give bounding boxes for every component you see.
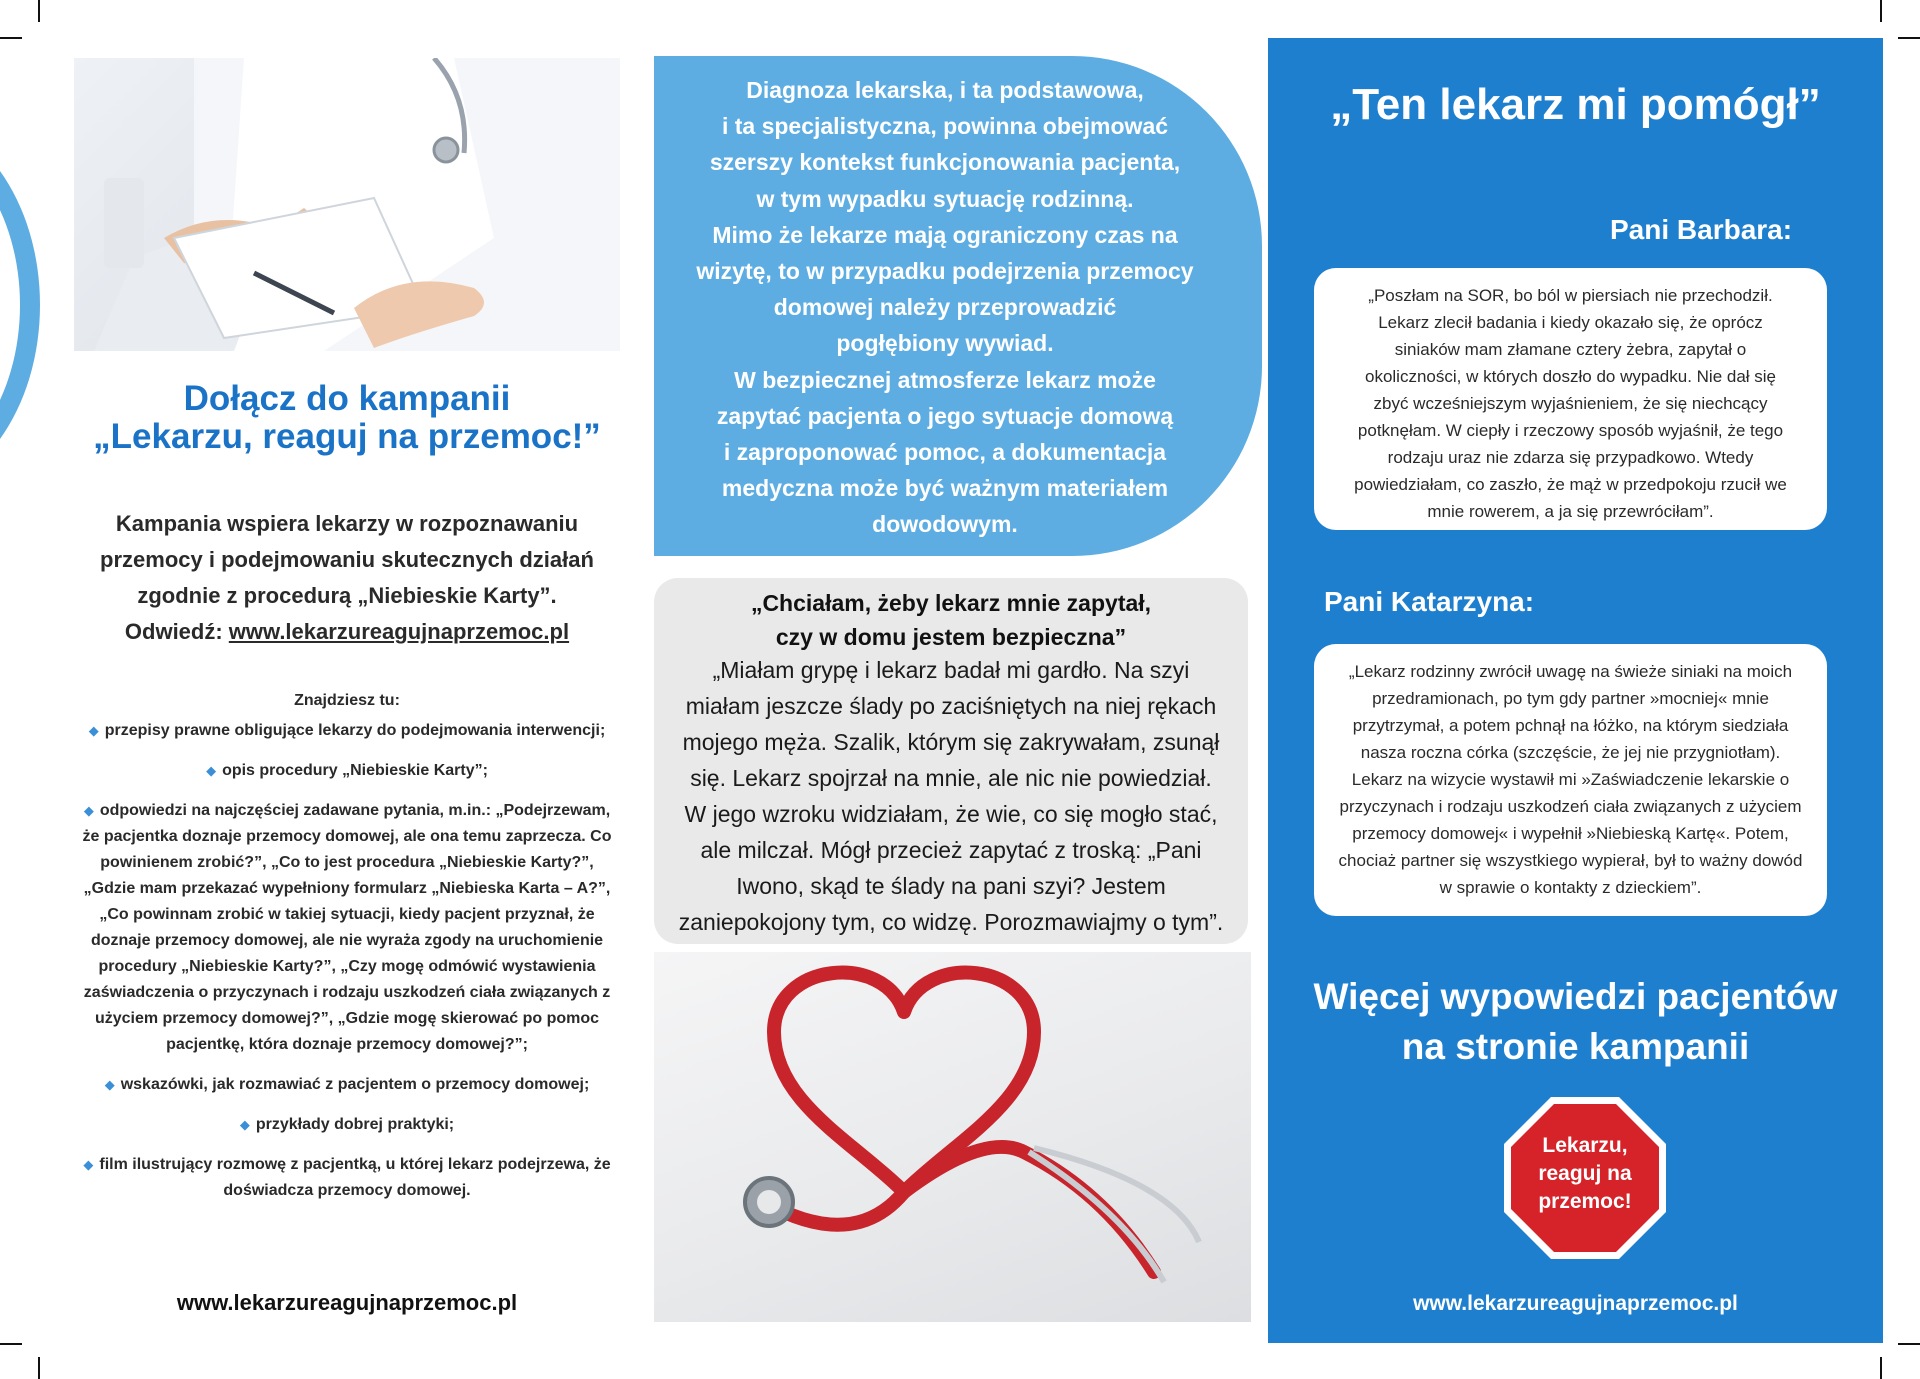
bubble-line: zapytać pacjenta o jego sytuacje domową	[716, 402, 1174, 429]
footer-link-left[interactable]: www.lekarzureagujnaprzemoc.pl	[176, 1290, 518, 1315]
crop-mark	[1898, 1343, 1920, 1345]
testimonial-line: chociaż partner się wszystkiego wypierał, był to ważny dowód	[1338, 851, 1803, 870]
intro-line: przemocy i podejmowaniu skutecznych działań	[100, 547, 594, 572]
testimonial-line: potknęłam. W ciepły i rzeczowy sposób wyjaśnił, że tego	[1357, 421, 1784, 440]
bubble-line: Diagnoza lekarska, i ta podstawowa,	[746, 77, 1144, 103]
testimonial-line: przemocy domowej« i wypełnił »Niebieską Kartę«. Potem,	[1352, 824, 1789, 843]
resources-list	[74, 688, 620, 1204]
testimonial-line: przedramionach, po tym gdy partner »mocniej« mnie	[1372, 689, 1769, 708]
bubble-line: domowej należy przeprowadzić	[773, 294, 1117, 321]
campaign-intro	[74, 506, 620, 650]
stop-line: przemoc!	[1538, 1190, 1632, 1213]
bubble-line: wizytę, to w przypadku podejrzenia przemocy	[696, 258, 1194, 285]
stop-sign-text	[1502, 1132, 1668, 1216]
testimonial-line: Lekarz zlecił badania i kiedy okazało się, że oprócz	[1378, 313, 1763, 332]
diamond-bullet-icon: ◆	[83, 803, 94, 818]
list-item-text: odpowiedzi na najczęściej zadawane pytania, m.in.: „Podejrzewam, że pacjentka doznaje przemocy domowej, ale ona temu zaprzecza. Co powinienem zrobić?”, „Co to jest procedura „Niebieskie Karty?”, „Gdzie mam przekazać wypełniony formularz „Niebieska Karta – A?”, „Co powinnam zrobić w takiej sytuacji, kiedy pacjent przyznał, że doznaje przemocy domowej, ale nie wyraża zgody na uruchomienie procedury „Niebieskie Karty?”, „Czy mogę odmówić wystawienia zaświadczenia o przyczynach i rodzaju uszkodzeń ciała związanych z użyciem przemocy domowej?”, „Gdzie mogę skierować po pomoc pacjentkę, która doznaje przemocy domowej?”;	[82, 802, 612, 1053]
crop-mark	[38, 1357, 40, 1379]
testimonial-card	[1314, 644, 1827, 916]
list-item-text: opis procedury „Niebieskie Karty”;	[222, 762, 488, 779]
testimonial-name: Pani Barbara:	[1610, 214, 1793, 245]
diamond-bullet-icon: ◆	[88, 723, 99, 738]
crop-mark	[1880, 1357, 1882, 1379]
crop-mark	[1898, 37, 1920, 39]
crop-mark	[0, 1343, 22, 1345]
stop-line: reaguj na	[1538, 1162, 1632, 1185]
testimonials-title: „Ten lekarz mi pomógł”	[1330, 80, 1821, 129]
list-item	[74, 758, 620, 784]
list-item	[74, 718, 620, 744]
testimonial-line: siniaków mam złamane cztery żebra, zapytał o	[1394, 340, 1747, 359]
stop-line: Lekarzu,	[1542, 1134, 1628, 1157]
quote-line: miałam jeszcze ślady po zaciśniętych na niej rękach	[685, 693, 1217, 719]
quote-line: Iwono, skąd te ślady na pani szyi? Jestem	[736, 873, 1166, 899]
stethoscope-heart-photo	[654, 952, 1251, 1322]
testimonial-line: nasza roczna córka (szczęście, że jej nie przygniotłam).	[1360, 743, 1781, 762]
footer-link-right[interactable]: www.lekarzureagujnaprzemoc.pl	[1413, 1292, 1738, 1315]
testimonial-line: mnie rowerem, a ja się przewróciłam”.	[1427, 502, 1714, 521]
bubble-line: Mimo że lekarze mają ograniczony czas na	[712, 221, 1178, 248]
diamond-bullet-icon: ◆	[239, 1117, 250, 1132]
bubble-line: w tym wypadku sytuację rodzinną.	[756, 185, 1134, 212]
bubble-line: pogłębiony wywiad.	[836, 330, 1054, 357]
bubble-line: i zaproponować pomoc, a dokumentacja	[723, 439, 1167, 466]
crop-mark	[0, 37, 22, 39]
bubble-line: W bezpiecznej atmosferze lekarz może	[734, 366, 1156, 393]
campaign-join-title	[74, 380, 620, 456]
diamond-bullet-icon: ◆	[83, 1157, 94, 1172]
testimonial-line: „Lekarz rodzinny zwrócił uwagę na świeże siniaki na moich	[1348, 662, 1793, 681]
testimonial-card	[1314, 268, 1827, 530]
bubble-line: i ta specjalistyczna, powinna obejmować	[721, 113, 1169, 140]
resources-heading: Znajdziesz tu:	[294, 692, 400, 709]
title-line: Dołącz do kampanii	[183, 379, 511, 418]
diamond-bullet-icon: ◆	[104, 1077, 115, 1092]
list-item	[74, 1152, 620, 1204]
testimonial-line: przyczynach i rodzaju uszkodzeń ciała związanych z użyciem	[1339, 797, 1802, 816]
list-item	[74, 1072, 620, 1098]
quote-line: W jego wzroku widziałam, że wie, co się mogło stać,	[684, 801, 1218, 827]
list-item-text: przepisy prawne obligujące lekarzy do podejmowania interwencji;	[104, 722, 606, 739]
patient-quote-title	[654, 586, 1248, 654]
visit-label: Odwiedź:	[124, 619, 229, 644]
quote-line: „Miałam grypę i lekarz badał mi gardło. Na szyi	[712, 657, 1190, 683]
list-item-text: film ilustrujący rozmowę z pacjentką, u której lekarz podejrzewa, że doświadcza przemocy domowej.	[99, 1156, 611, 1199]
bubble-line: medyczna może być ważnym materiałem	[721, 475, 1169, 502]
testimonial-line: okoliczności, w których doszło do wypadku. Nie dał się	[1364, 367, 1777, 386]
bubble-line: dowodowym.	[872, 511, 1018, 538]
testimonial-line: Lekarz na wizycie wystawił mi »Zaświadczenie lekarskie o	[1351, 770, 1790, 789]
decorative-arc	[0, 115, 40, 495]
doctor-photo-illustration	[74, 58, 620, 351]
crop-mark	[1880, 0, 1882, 22]
testimonial-line: powiedziałam, co zaszło, że mąż w przedpokoju rzucił we	[1354, 475, 1787, 494]
testimonial-line: „Poszłam na SOR, bo ból w piersiach nie przechodził.	[1368, 286, 1773, 305]
quote-line: ale milczał. Mógł przecież zapytać z troską: „Pani	[700, 837, 1202, 863]
intro-visit-line	[74, 614, 620, 650]
diamond-bullet-icon: ◆	[206, 763, 217, 778]
title-line: „Lekarzu, reaguj na przemoc!”	[93, 417, 601, 456]
doctor-photo	[74, 58, 620, 351]
more-line: Więcej wypowiedzi pacjentów	[1313, 976, 1838, 1017]
testimonial-line: rodzaju uraz nie zdarza się przypadkowo. Wtedy	[1387, 448, 1754, 467]
stethoscope-heart-illustration	[654, 952, 1251, 1322]
list-item-text: wskazówki, jak rozmawiać z pacjentem o przemocy domowej;	[120, 1076, 590, 1093]
bubble-line: szerszy kontekst funkcjonowania pacjenta,	[709, 149, 1181, 176]
list-item	[74, 798, 620, 1058]
campaign-link[interactable]: www.lekarzureagujnaprzemoc.pl	[228, 619, 570, 644]
patient-quote-body	[660, 652, 1242, 940]
quote-line: się. Lekarz spojrzał na mnie, ale nic nie powiedział.	[690, 765, 1212, 791]
testimonial-line: przytrzymał, a potem pchnął na łóżko, na którym siedziała	[1352, 716, 1789, 735]
quote-title-line: „Chciałam, żeby lekarz mnie zapytał,	[750, 590, 1152, 616]
intro-line: Kampania wspiera lekarzy w rozpoznawaniu	[115, 511, 579, 536]
testimonial-line: w sprawie o kontakty z dzieckiem”.	[1439, 878, 1702, 897]
list-item	[74, 1112, 620, 1138]
more-testimonials-heading	[1268, 972, 1883, 1072]
testimonial-line: zbyć wcześniejszym wyjaśnieniem, że się niechcący	[1373, 394, 1768, 413]
testimonial-name: Pani Katarzyna:	[1324, 586, 1535, 617]
quote-line: zaniepokojony tym, co widzę. Porozmawiajmy o tym”.	[678, 909, 1224, 935]
more-line: na stronie kampanii	[1401, 1026, 1750, 1067]
quote-title-line: czy w domu jestem bezpieczna”	[775, 624, 1127, 650]
list-item-text: przykłady dobrej praktyki;	[255, 1116, 455, 1133]
crop-mark	[38, 0, 40, 22]
intro-line: zgodnie z procedurą „Niebieskie Karty”.	[137, 583, 557, 608]
info-bubble-text	[660, 72, 1230, 543]
quote-line: mojego męża. Szalik, którym się zakrywałam, zsunął	[682, 729, 1220, 755]
